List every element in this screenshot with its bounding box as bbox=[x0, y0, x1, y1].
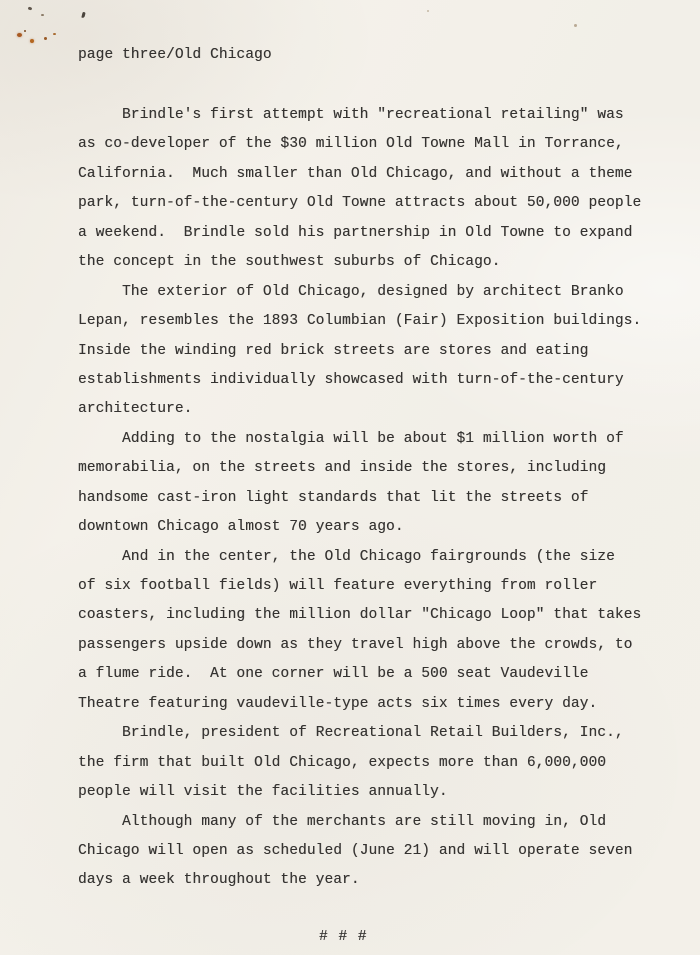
document-line: Although many of the merchants are still moving in, Old bbox=[78, 813, 607, 830]
document-line: passengers upside down as they travel high above the crowds, to bbox=[78, 636, 633, 653]
stain-speck bbox=[41, 14, 44, 16]
rust-speck bbox=[30, 39, 34, 43]
rust-speck bbox=[44, 37, 47, 40]
document-line: park, turn-of-the-century Old Towne attracts about 50,000 people bbox=[78, 195, 642, 212]
document-line: of six football fields) will feature everything from roller bbox=[78, 578, 598, 594]
stain-speck bbox=[574, 24, 577, 27]
end-mark: # # # bbox=[319, 929, 368, 945]
page-header: page three/Old Chicago bbox=[78, 47, 272, 63]
document-line: memorabilia, on the streets and inside the stores, including bbox=[78, 460, 607, 477]
document-line: California. Much smaller than Old Chicago, and without a theme bbox=[78, 165, 633, 182]
rust-speck bbox=[53, 33, 56, 35]
document-line: Theatre featuring vaudeville-type acts six times every day. bbox=[78, 695, 598, 712]
document-line: Brindle's first attempt with "recreational retailing" was bbox=[78, 107, 624, 123]
document-line: Lepan, resembles the 1893 Columbian (Fair) Exposition buildings. bbox=[78, 313, 642, 330]
document-line: architecture. bbox=[78, 401, 193, 418]
document-line: the concept in the southwest suburbs of Chicago. bbox=[78, 254, 501, 271]
stain-speck bbox=[28, 6, 33, 10]
document-line: a flume ride. At one corner will be a 500 seat Vaudeville bbox=[78, 666, 589, 683]
document-line: people will visit the facilities annually. bbox=[78, 784, 448, 801]
document-line: Adding to the nostalgia will be about $1 million worth of bbox=[78, 430, 624, 447]
document-line: downtown Chicago almost 70 years ago. bbox=[78, 519, 404, 536]
paragraph bbox=[78, 101, 641, 278]
paragraph bbox=[78, 808, 641, 896]
document-line: days a week throughout the year. bbox=[78, 872, 360, 889]
document-line: The exterior of Old Chicago, designed by architect Branko bbox=[78, 283, 624, 300]
paragraph bbox=[78, 425, 641, 543]
document-line: And in the center, the Old Chicago fairgrounds (the size bbox=[78, 548, 615, 565]
stain-speck bbox=[427, 10, 429, 12]
paragraph bbox=[78, 719, 641, 807]
paragraph bbox=[78, 278, 641, 425]
document-line: Brindle, president of Recreational Retail Builders, Inc., bbox=[78, 725, 624, 742]
document-line: as co-developer of the $30 million Old Towne Mall in Torrance, bbox=[78, 136, 624, 153]
document-line: a weekend. Brindle sold his partnership in Old Towne to expand bbox=[78, 224, 633, 241]
document-line: Chicago will open as scheduled (June 21) and will operate seven bbox=[78, 842, 633, 859]
document-line: the firm that built Old Chicago, expects more than 6,000,000 bbox=[78, 754, 607, 771]
paragraph bbox=[78, 543, 641, 720]
rust-speck bbox=[24, 30, 26, 32]
document-line: Inside the winding red brick streets are stores and eating bbox=[78, 342, 589, 359]
document-line: coasters, including the million dollar "Chicago Loop" that takes bbox=[78, 607, 642, 624]
document-line: handsome cast-iron light standards that lit the streets of bbox=[78, 489, 589, 506]
ink-mark bbox=[81, 12, 85, 19]
rust-speck bbox=[17, 33, 22, 37]
document-line: establishments individually showcased with turn-of-the-century bbox=[78, 371, 624, 388]
document-body bbox=[78, 101, 641, 896]
